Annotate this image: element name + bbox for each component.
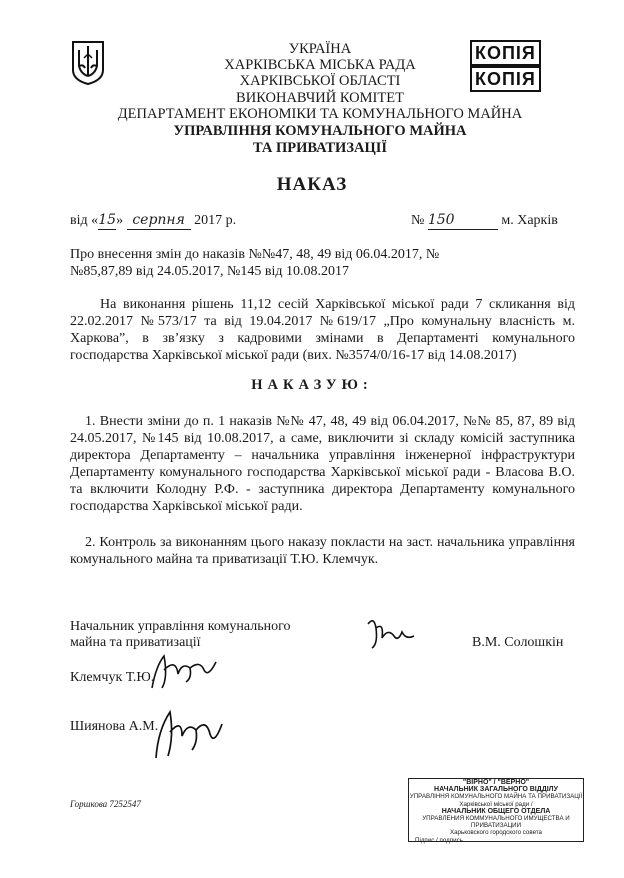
signature-head: [362, 614, 422, 654]
order-heading: НАКАЗУЮ:: [251, 377, 373, 393]
header-department: ДЕПАРТАМЕНТ ЕКОНОМІКИ ТА КОМУНАЛЬНОГО МАЙНА: [117, 106, 523, 122]
order-date: [70, 212, 270, 230]
stamp-line3: УПРАВЛІННЯ КОМУНАЛЬНОГО МАЙНА ТА ПРИВАТИЗАЦІЇ: [409, 793, 583, 801]
order-subject: Про внесення змін до наказів №№47, 48, 49 від 06.04.2017, №№85,87,89 від 24.05.2017, №145 від 10.08.2017: [70, 247, 440, 279]
order-number: [411, 212, 581, 230]
order-point-1: 1. Внести зміни до п. 1 наказів №№ 47, 48, 49 від 06.04.2017, №№ 85, 87, 89 від 24.05.2017, №145 від 10.08.2017, а саме, виключити зі складу комісій заступника директора Департаменту – начальника управління інженерної інфраструктури Департаменту комунального господарства Харківської міської ради - Власова В.О. та включити Колодну Р.Ф. - заступника директора Департаменту комунального господарства Харківської міської ради.: [70, 414, 575, 514]
stamp-line7: Харьковского городского совета: [449, 829, 543, 837]
date-day: 15: [98, 212, 117, 228]
order-preamble: На виконання рішень 11,12 сесій Харківської міської ради 7 скликання від 22.02.2017 №573/17 та від 19.04.2017 №619/17 „Про комунальну власність м. Харкова”, в зв’язку з кадровими змінами в Департаменті комунального господарства Харківської міської ради (вих. №3574/0/16-17 від 14.08.2017): [70, 297, 575, 363]
header-country: УКРАЇНА: [288, 41, 352, 57]
date-mid: »: [116, 213, 124, 228]
signatory-title-line2: майна та приватизації: [70, 635, 201, 650]
stamp-line2: НАЧАЛЬНИК ЗАГАЛЬНОГО ВІДДІЛУ: [434, 786, 558, 794]
approver-1: Клемчук Т.Ю.: [70, 670, 155, 685]
copy-stamp: [470, 40, 578, 88]
order-point-2: 2. Контроль за виконанням цього наказу покласти на заст. начальника управління комунального майна та приватизації Т.Ю. Клемчук.: [70, 535, 575, 567]
date-year: 2017 р.: [194, 213, 237, 228]
header-directorate-2: ТА ПРИВАТИЗАЦІЇ: [252, 140, 388, 156]
executor-note: Горшкова 7252547: [70, 799, 141, 809]
header-city-council: ХАРКІВСЬКА МІСЬКА РАДА: [224, 57, 416, 73]
signature-approver-1: [146, 648, 222, 694]
number-prefix: №: [411, 213, 425, 228]
signatory-name: В.М. Солошкін: [472, 635, 564, 650]
number-value: 150: [428, 212, 498, 230]
signature-approver-2: [148, 706, 228, 766]
stamp-line8: Підпис / подпись: [415, 836, 463, 844]
copy-stamp-line1: КОПІЯ: [470, 40, 541, 66]
stamp-line5: НАЧАЛЬНИК ОБЩЕГО ОТДЕЛА: [441, 807, 551, 815]
city: м. Харків: [501, 213, 558, 228]
certification-stamp: [408, 778, 584, 842]
stamp-line1: "ВІРНО" / "ВЕРНО": [462, 779, 530, 786]
header-region: ХАРКІВСЬКОЇ ОБЛАСТІ: [239, 73, 401, 89]
date-month: серпня: [127, 212, 191, 230]
document-title: НАКАЗ: [276, 174, 348, 195]
header-exec-committee: ВИКОНАВЧИЙ КОМІТЕТ: [236, 90, 404, 106]
date-prefix: від «: [70, 213, 99, 228]
stamp-line4: Харківської міської ради /: [459, 800, 533, 808]
signatory-title-line1: Начальник управління комунального: [70, 619, 291, 634]
approver-2: Шиянова А.М.: [70, 719, 159, 734]
stamp-line6: УПРАВЛЕНИЯ КОММУНАЛЬНОГО ИМУЩЕСТВА И ПРИВАТИЗАЦИИ: [422, 815, 570, 830]
header-directorate: УПРАВЛІННЯ КОМУНАЛЬНОГО МАЙНА: [173, 123, 467, 139]
copy-stamp-line2: КОПІЯ: [470, 66, 541, 92]
